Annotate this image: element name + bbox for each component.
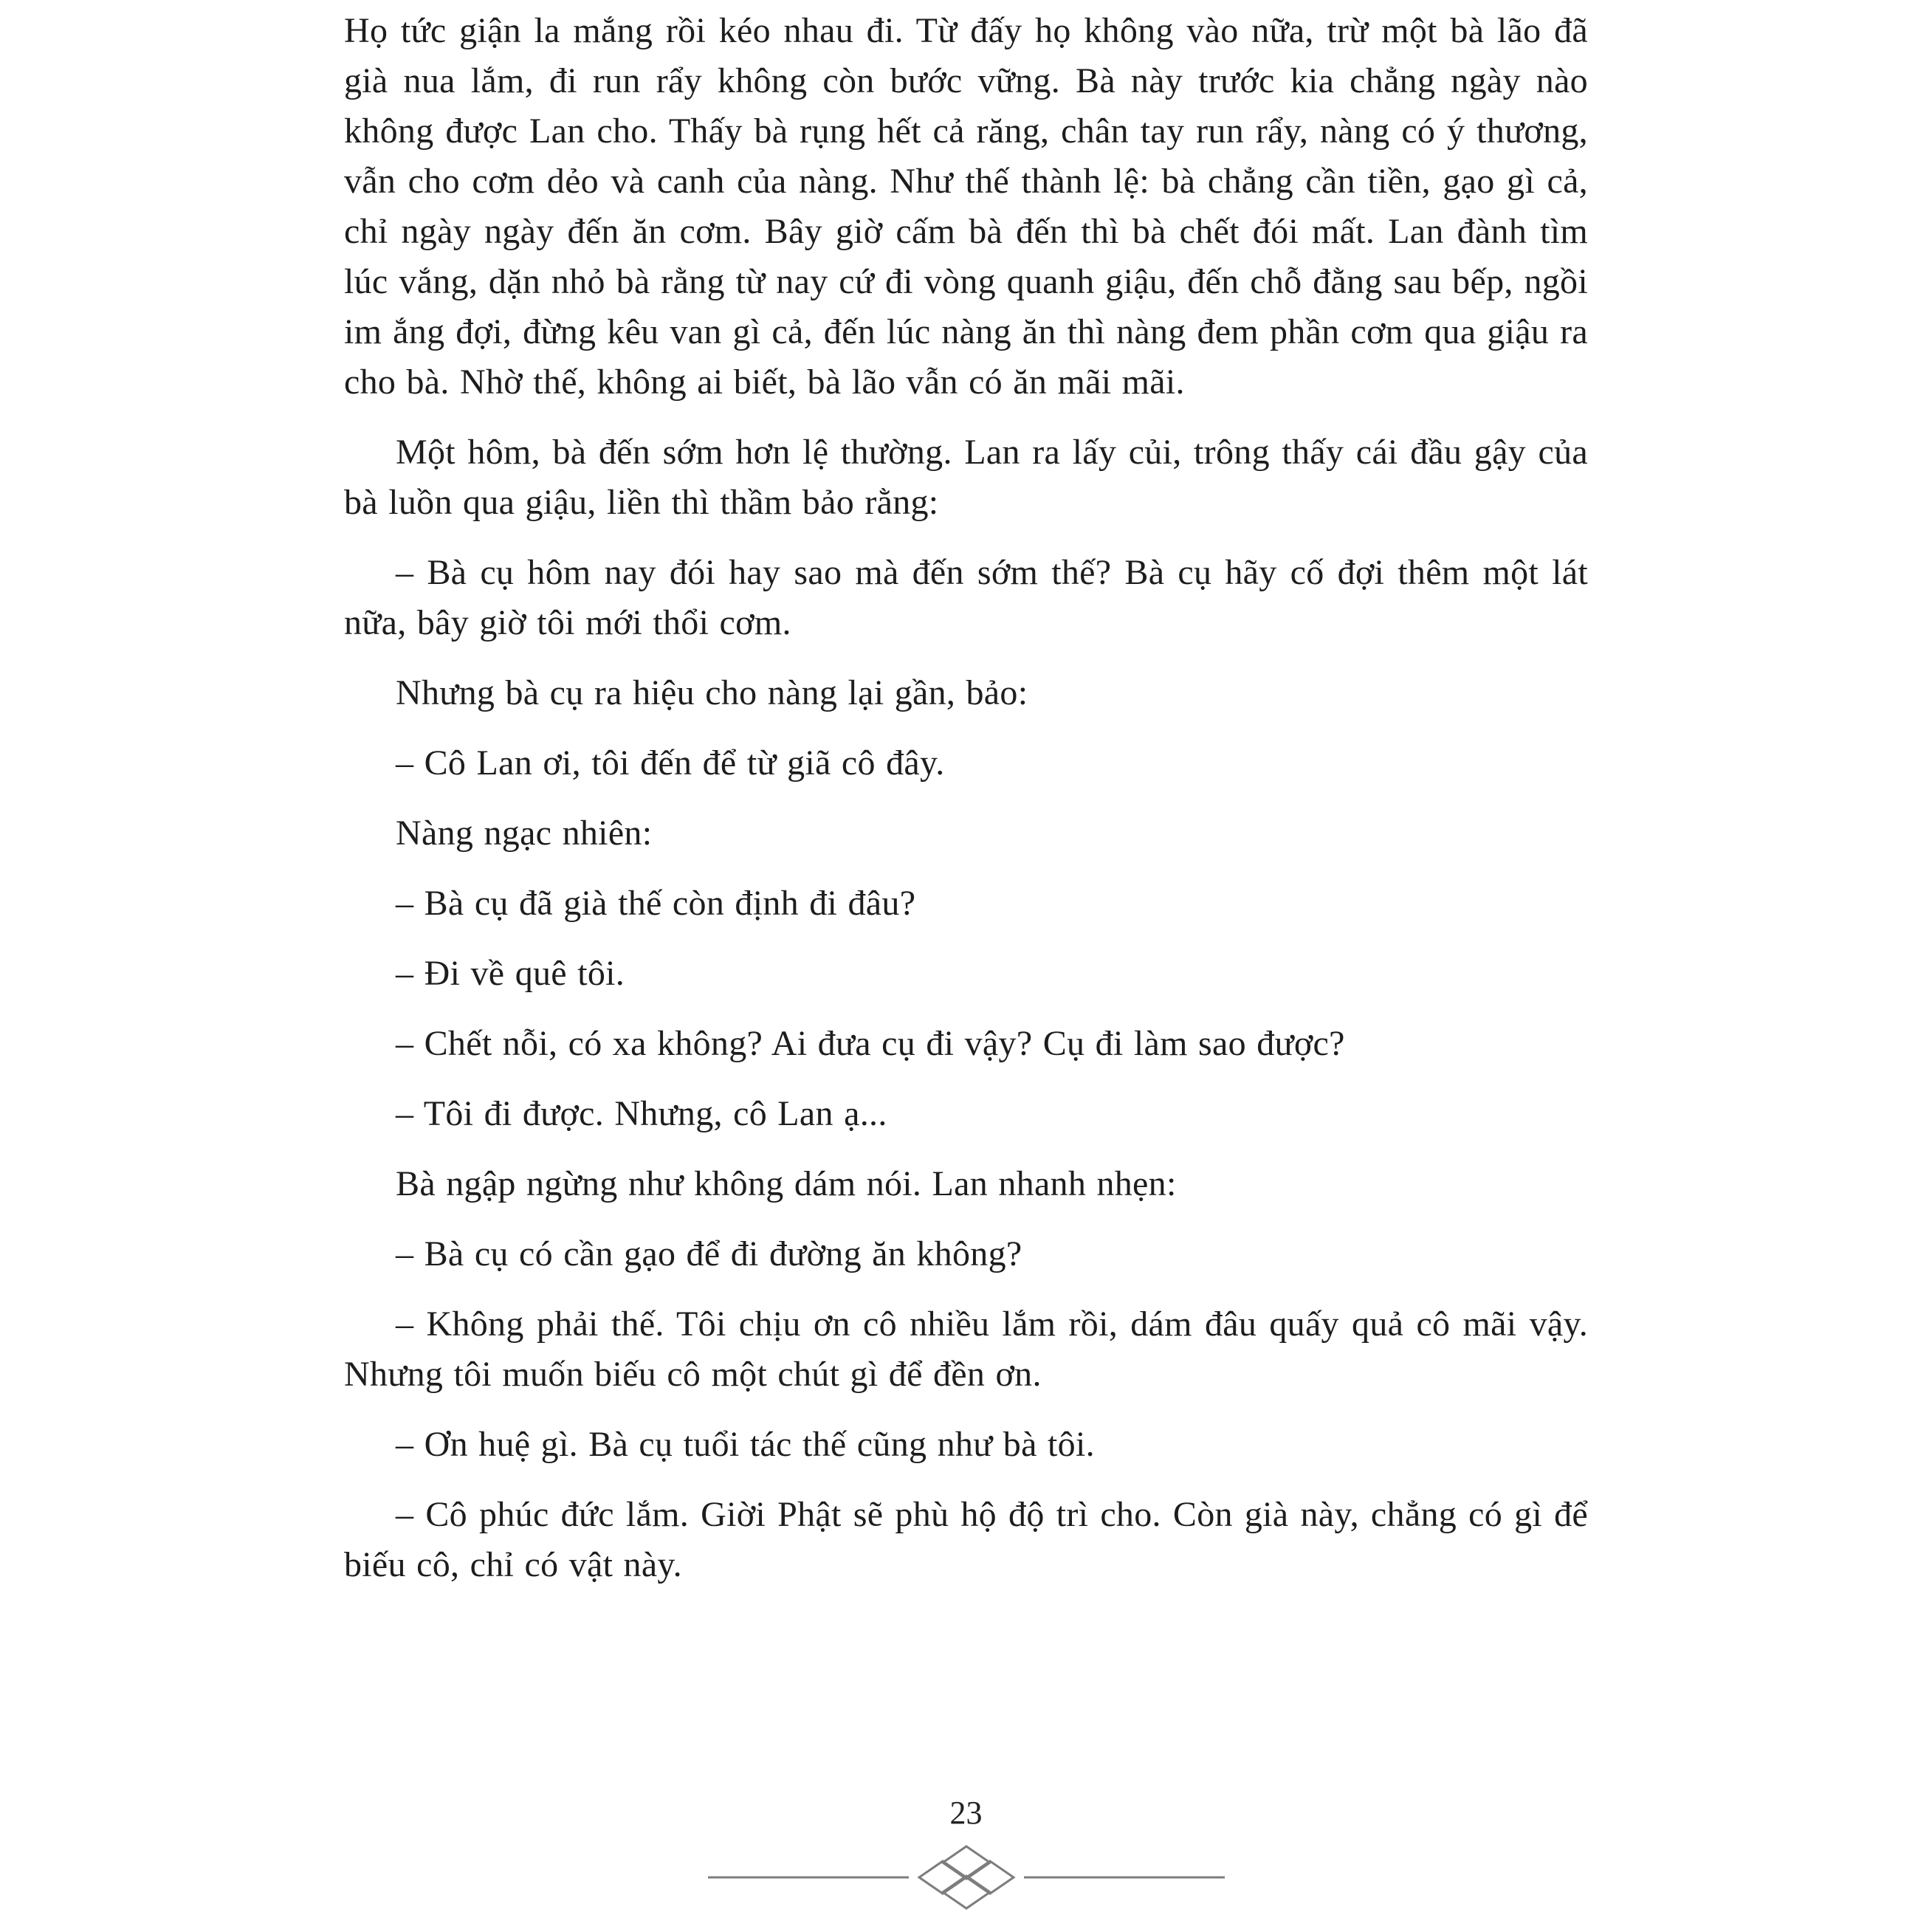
page-footer [0,1794,1932,1913]
paragraph: Nàng ngạc nhiên: [396,814,653,853]
paragraph: Nhưng bà cụ ra hiệu cho nàng lại gần, bảo: [396,673,1028,712]
dialogue-line: – Bà cụ có cần gạo để đi đường ăn không? [396,1234,1022,1273]
paragraph: Họ tức giận la mắng rồi kéo nhau đi. Từ đấy họ không vào nữa, trừ một bà lão đã già nua lắm, đi run rẩy không còn bước vững. Bà này trước kia chẳng ngày nào không được Lan cho. Thấy bà rụng hết cả răng, chân tay run rẩy, nàng có ý thương, vẫn cho cơm dẻo và canh của nàng. Như thế thành lệ: bà chẳng cần tiền, gạo gì cả, chỉ ngày ngày đến ăn cơm. Bây giờ cấm bà đến thì bà chết đói mất. Lan đành tìm lúc vắng, dặn nhỏ bà rằng từ nay cứ đi vòng quanh giậu, đến chỗ đằng sau bếp, ngồi im ắng đợi, đừng kêu van gì cả, đến lúc nàng ăn thì nàng đem phần cơm qua giậu ra cho bà. Nhờ thế, không ai biết, bà lão vẫn có ăn mãi mãi. [344,11,1588,402]
paragraph: Bà ngập ngừng như không dám nói. Lan nhanh nhẹn: [396,1164,1177,1203]
dialogue-line: – Ơn huệ gì. Bà cụ tuổi tác thế cũng như bà tôi. [396,1425,1095,1464]
dialogue-line: – Cô phúc đức lắm. Giời Phật sẽ phù hộ độ trì cho. Còn già này, chẳng có gì để biếu cô, chỉ có vật này. [344,1495,1588,1584]
dialogue-line: – Bà cụ đã già thế còn định đi đâu? [396,884,916,923]
dialogue-line: – Cô Lan ơi, tôi đến để từ giã cô đây. [396,743,945,783]
paragraph: Một hôm, bà đến sớm hơn lệ thường. Lan ra lấy củi, trông thấy cái đầu gậy của bà luồn qua giậu, liền thì thầm bảo rằng: [344,433,1588,522]
dialogue-line: – Chết nỗi, có xa không? Ai đưa cụ đi vậy? Cụ đi làm sao được? [396,1024,1345,1063]
diamond-knot-divider-ornament [0,1842,1932,1913]
dialogue-line: – Bà cụ hôm nay đói hay sao mà đến sớm thế? Bà cụ hãy cố đợi thêm một lát nữa, bây giờ tôi mới thổi cơm. [344,553,1588,642]
dialogue-line: – Không phải thế. Tôi chịu ơn cô nhiều lắm rồi, dám đâu quấy quả cô mãi vậy. Nhưng tôi muốn biếu cô một chút gì để đền ơn. [344,1304,1588,1394]
dialogue-line: – Tôi đi được. Nhưng, cô Lan ạ... [396,1094,887,1133]
page-body [344,6,1588,1590]
dialogue-line: – Đi về quê tôi. [396,954,625,993]
page-number: 23 [949,1795,983,1831]
